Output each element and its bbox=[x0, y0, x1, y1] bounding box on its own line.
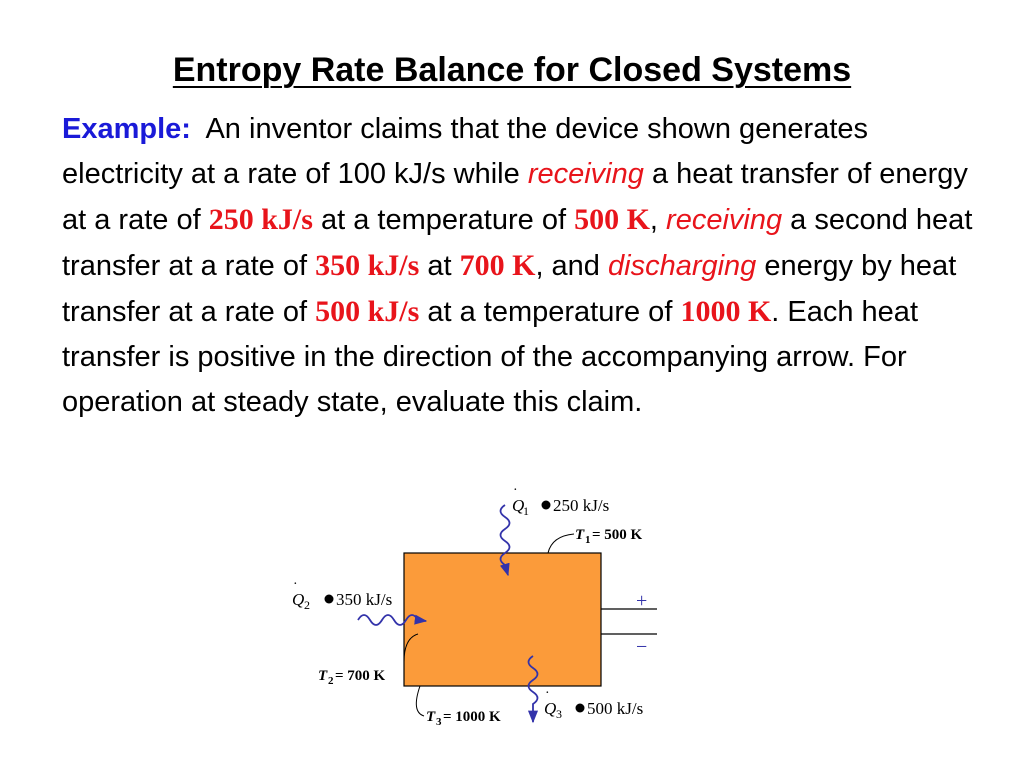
svg-text:Q: Q bbox=[544, 699, 557, 718]
svg-text:1: 1 bbox=[585, 534, 591, 546]
q2-label bbox=[292, 577, 392, 612]
minus-sign: − bbox=[636, 636, 648, 658]
t3-label bbox=[426, 709, 501, 728]
value-t1: 500 K bbox=[574, 203, 650, 236]
text-segment: , bbox=[649, 204, 658, 236]
svg-text:= 700 K: = 700 K bbox=[335, 668, 386, 684]
text-segment: at a temperature of bbox=[427, 296, 673, 328]
text-segment: at a temperature of bbox=[320, 204, 567, 236]
svg-text:1: 1 bbox=[523, 504, 529, 518]
svg-text:3: 3 bbox=[556, 707, 562, 721]
q1-label bbox=[512, 483, 609, 518]
t1-leader bbox=[548, 534, 574, 553]
plus-sign: + bbox=[636, 590, 648, 612]
svg-text:2: 2 bbox=[328, 675, 334, 687]
text-segment: at bbox=[427, 250, 452, 282]
svg-text:·: · bbox=[545, 686, 550, 701]
value-q2-rate: 350 kJ/s bbox=[315, 249, 420, 282]
text-segment: energy by heat transfer at a rate of bbox=[62, 250, 957, 328]
emphasis-receiving: receiving bbox=[527, 158, 644, 190]
svg-text:500 kJ/s: 500 kJ/s bbox=[587, 699, 644, 718]
svg-text:T: T bbox=[575, 527, 585, 543]
svg-text:= 1000 K: = 1000 K bbox=[443, 709, 501, 725]
svg-text:350 kJ/s: 350 kJ/s bbox=[336, 590, 393, 609]
example-label: Example: bbox=[62, 113, 191, 145]
svg-text:2: 2 bbox=[304, 598, 310, 612]
text-segment: , and bbox=[535, 250, 600, 282]
text-segment: a heat transfer of energy at a rate of bbox=[62, 158, 968, 236]
svg-text:T: T bbox=[318, 668, 328, 684]
q3-label bbox=[544, 686, 643, 721]
svg-text:3: 3 bbox=[436, 716, 442, 728]
device-box bbox=[404, 553, 601, 686]
svg-text:250 kJ/s: 250 kJ/s bbox=[553, 496, 610, 515]
value-q3-rate: 500 kJ/s bbox=[315, 295, 420, 328]
svg-text:= 500 K: = 500 K bbox=[592, 527, 643, 543]
emphasis-discharging: discharging bbox=[608, 250, 757, 282]
emphasis-receiving-2: receiving bbox=[666, 204, 783, 236]
value-t2: 700 K bbox=[459, 249, 536, 282]
value-t3: 1000 K bbox=[680, 295, 772, 328]
value-q1-rate: 250 kJ/s bbox=[208, 203, 313, 236]
text-segment: . Each heat transfer is positive in the direction of the accompanying arrow. For operation at steady state, evaluate this claim. bbox=[62, 296, 918, 418]
svg-text:T: T bbox=[426, 709, 436, 725]
text-segment: a second heat transfer at a rate of bbox=[62, 204, 973, 282]
slide-title: Entropy Rate Balance for Closed Systems bbox=[172, 51, 852, 89]
t3-leader bbox=[416, 686, 424, 716]
text-segment: An inventor claims that the device shown generates electricity at a rate of 100 kJ/s while bbox=[62, 113, 869, 190]
svg-text:Q: Q bbox=[292, 590, 305, 609]
t1-label bbox=[575, 527, 643, 546]
svg-text:·: · bbox=[513, 483, 518, 498]
t2-label bbox=[318, 668, 386, 687]
svg-text:Q: Q bbox=[512, 496, 525, 515]
svg-text:·: · bbox=[293, 577, 298, 592]
